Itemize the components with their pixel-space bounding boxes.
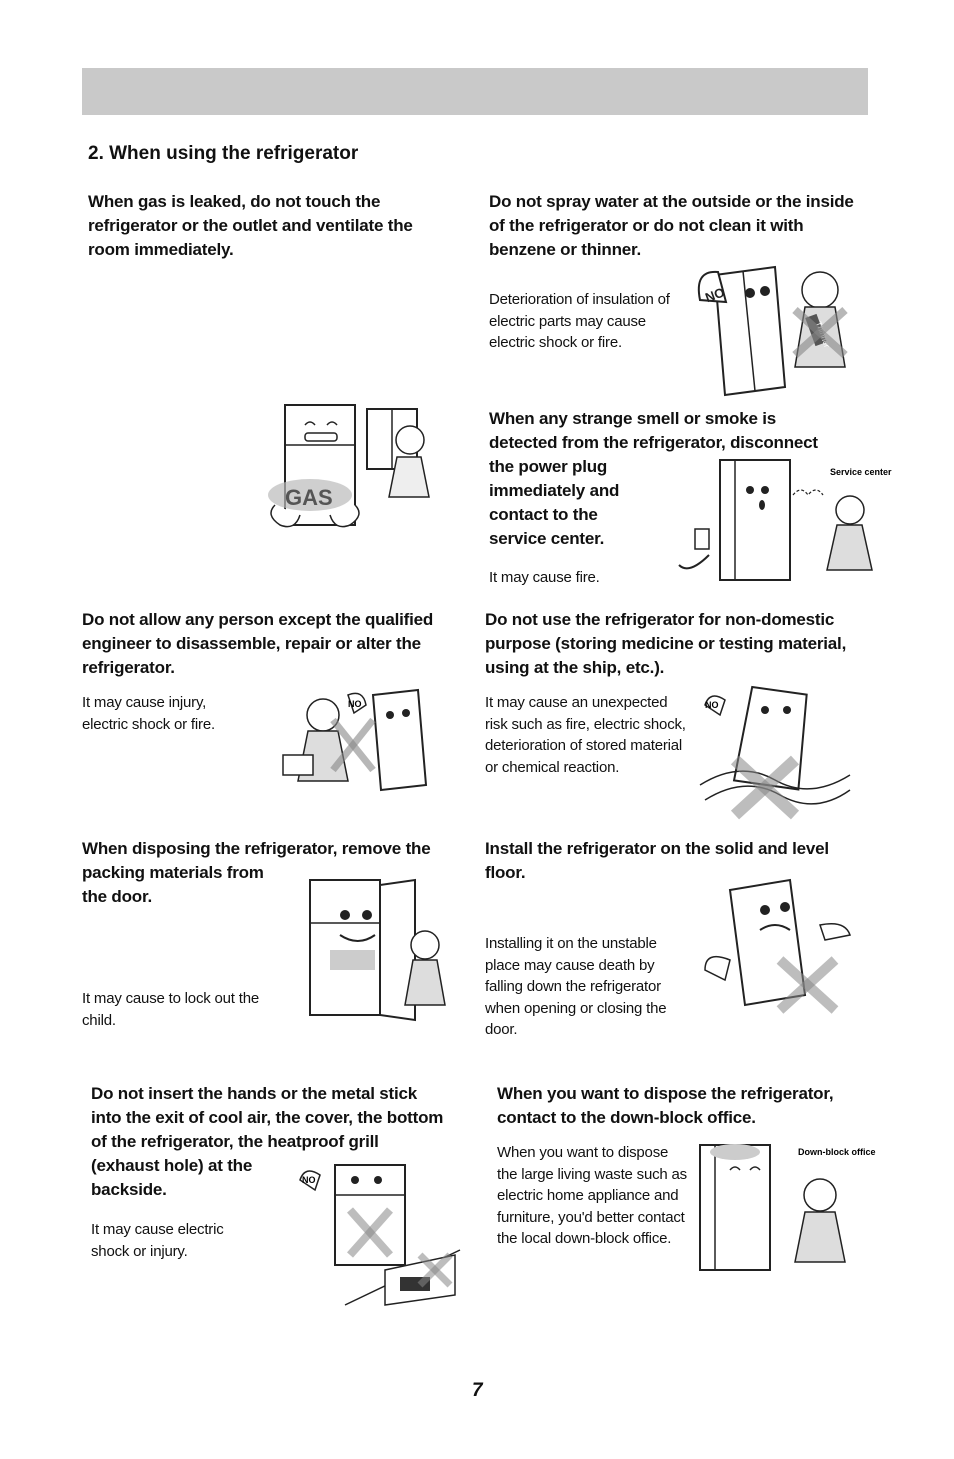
nondomestic-illustration	[695, 680, 855, 820]
packing-illustration	[305, 875, 455, 1020]
engineer-illustration	[268, 685, 453, 795]
dispose-label: Down-block office	[798, 1147, 876, 1157]
smoke-label: Service center	[830, 467, 892, 477]
smoke-heading-1: When any strange smell or smoke is detected from the refrigerator, disconnect	[489, 409, 818, 452]
hands-text: It may cause electric shock or injury.	[91, 1221, 224, 1260]
nondomestic-text: It may cause an unexpected risk such as fire, electric shock, deterioration of stored material or chemical reaction.	[485, 694, 686, 776]
gas-heading: When gas is leaked, do not touch the refrigerator or the outlet and ventilate the room immediately.	[88, 192, 413, 259]
packing-text: It may cause to lock out the child.	[82, 990, 259, 1029]
hands-illustration	[290, 1155, 470, 1310]
packing-heading-2: packing materials from the door.	[82, 863, 264, 906]
packing-heading-1: When disposing the refrigerator, remove the	[82, 839, 431, 858]
gas-illustration	[255, 395, 470, 535]
dispose-heading: When you want to dispose the refrigerator, contact to the down-block office.	[497, 1084, 834, 1127]
engineer-text: It may cause injury, electric shock or fire.	[82, 694, 215, 733]
hands-heading-2: (exhaust hole) at the backside.	[91, 1156, 253, 1199]
hands-sign: NO	[302, 1175, 316, 1185]
hands-heading-1: Do not insert the hands or the metal stick into the exit of cool air, the cover, the bottom of the refrigerator, the heatproof grill	[91, 1084, 444, 1151]
spray-illustration	[695, 245, 855, 400]
level-illustration	[700, 875, 860, 1015]
header-bar	[82, 68, 868, 115]
nondomestic-heading: Do not use the refrigerator for non-domestic purpose (storing medicine or testing material, using at the ship, etc.).	[485, 610, 847, 677]
spray-text: Deterioration of insulation of electric parts may cause electric shock or fire.	[489, 291, 670, 351]
spray-sign: NO	[703, 284, 727, 306]
smoke-text: It may cause fire.	[489, 569, 600, 586]
nondomestic-sign: NO	[705, 700, 719, 710]
page-number: 7	[472, 1380, 483, 1401]
dispose-illustration	[695, 1140, 876, 1275]
level-heading: Install the refrigerator on the solid and level floor.	[485, 839, 829, 882]
section-title: 2. When using the refrigerator	[88, 143, 359, 164]
spray-heading: Do not spray water at the outside or the inside of the refrigerator or do not clean it with benzene or thinner.	[489, 192, 854, 259]
gas-text: GAS	[285, 485, 333, 510]
engineer-heading: Do not allow any person except the qualified engineer to disassemble, repair or alter the refrigerator.	[82, 610, 434, 677]
dispose-text: When you want to dispose the large living waste such as electric home appliance and furniture, you'd better contact the local down-block office.	[497, 1144, 687, 1247]
engineer-sign: NO	[348, 699, 362, 709]
smoke-heading-2: the power plug immediately and contact to the service center.	[489, 457, 620, 548]
level-text: Installing it on the unstable place may cause death by falling down the refrigerator when opening or closing the door.	[485, 935, 667, 1038]
smoke-illustration	[665, 455, 892, 585]
